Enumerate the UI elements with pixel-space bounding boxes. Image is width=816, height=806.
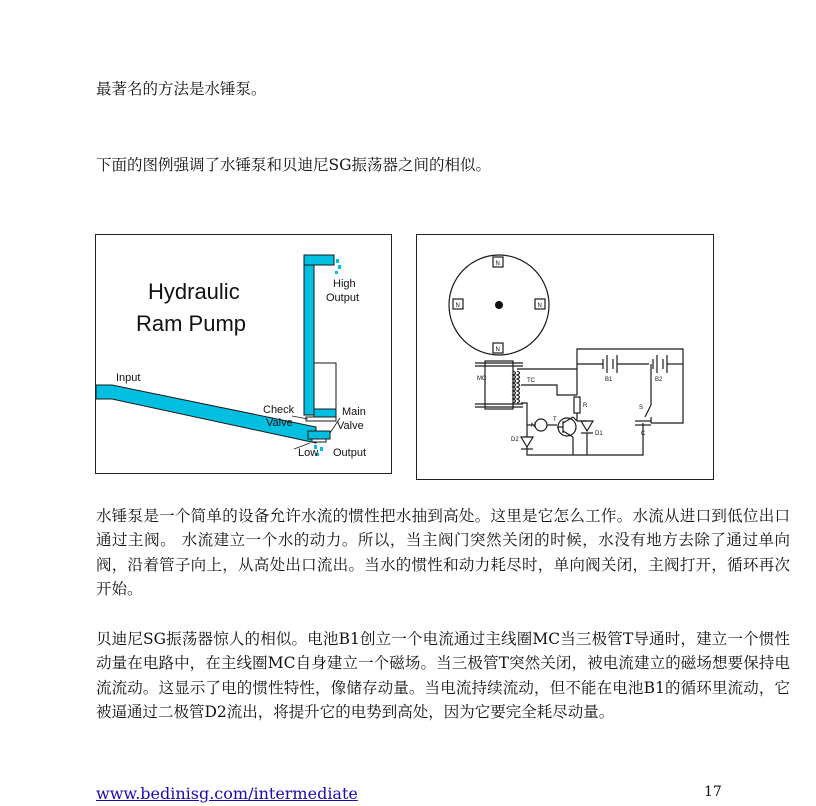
body-paragraph-2: 贝迪尼SG振荡器惊人的相似。电池B1创立一个电流通过主线圈MC当三极管T导通时，建立一个惯性动量在电路中，在主线圈MC自身建立一个磁场。当三极管T突然关闭，被电流建立的磁场想要保持电流流动。这显示了电的惯性特性，像储存动量。当电流持续流动，但不能在电池B1的循环里流动，它被逼通过二极管D2流出，将提升它的电势到高处，因为它要完全耗尽动量。 [96,630,790,721]
svg-text:S: S [639,405,644,411]
page-number: 17 [704,784,722,800]
input-label: Input [116,372,141,384]
svg-text:MC: MC [477,376,487,382]
footer-website-link[interactable]: www.bedinisg.com/intermediate [96,784,358,803]
low-label: Low [298,447,319,459]
sg-circuit-diagram [417,235,713,479]
intro-line-2: 下面的图例强调了水锤泵和贝迪尼SG振荡器之间的相似。 [96,156,492,174]
air-chamber [314,363,336,409]
high-output-drips [335,259,341,274]
svg-text:N: N [531,423,536,429]
pump-title-1: Hydraulic [148,279,240,304]
riser-pipe [304,255,314,415]
svg-text:C: C [641,431,646,437]
high-output-label: Output [326,292,360,304]
intro-line-1: 最著名的方法是水锤泵。 [96,80,267,98]
main-valve-label: Valve [337,420,364,432]
body-paragraph-1: 水锤泵是一个简单的设备允许水流的惯性把水抽到高处。这里是它怎么工作。水流从进口到低位出口通过主阀。 水流建立一个水的动力。所以，当主阀门突然关闭的时候，水没有地方去除了通过单向阀，沿着管子向上，从高处出口流出。当水的惯性和动力耗尽时，单向阀关闭，主阀打开，循环再次开始。 [96,507,790,598]
high-label: High [333,278,356,290]
ram-pump-diagram [96,235,391,473]
svg-text:TC: TC [527,378,535,384]
svg-text:N: N [537,303,542,309]
check-label: Check [263,404,295,416]
low-output-label: Output [333,447,367,459]
check-valve [306,417,336,421]
svg-text:B1: B1 [605,377,613,383]
svg-text:R: R [583,403,588,409]
pump-title-2: Ram Pump [136,311,247,336]
check-valve-label: Valve [266,417,293,429]
svg-text:T: T [553,417,557,423]
svg-text:D1: D1 [595,431,603,437]
svg-text:B2: B2 [655,377,663,383]
main-label: Main [342,406,366,418]
svg-text:D2: D2 [511,437,519,443]
svg-text:N: N [495,261,500,267]
coil-core [485,361,513,409]
main-valve [308,431,330,439]
rotor-axle [495,301,503,309]
ram-pump-figure [95,234,392,474]
riser-elbow [304,255,334,265]
svg-text:N: N [495,347,500,353]
sg-circuit-figure [416,234,714,480]
svg-text:N: N [455,303,460,309]
